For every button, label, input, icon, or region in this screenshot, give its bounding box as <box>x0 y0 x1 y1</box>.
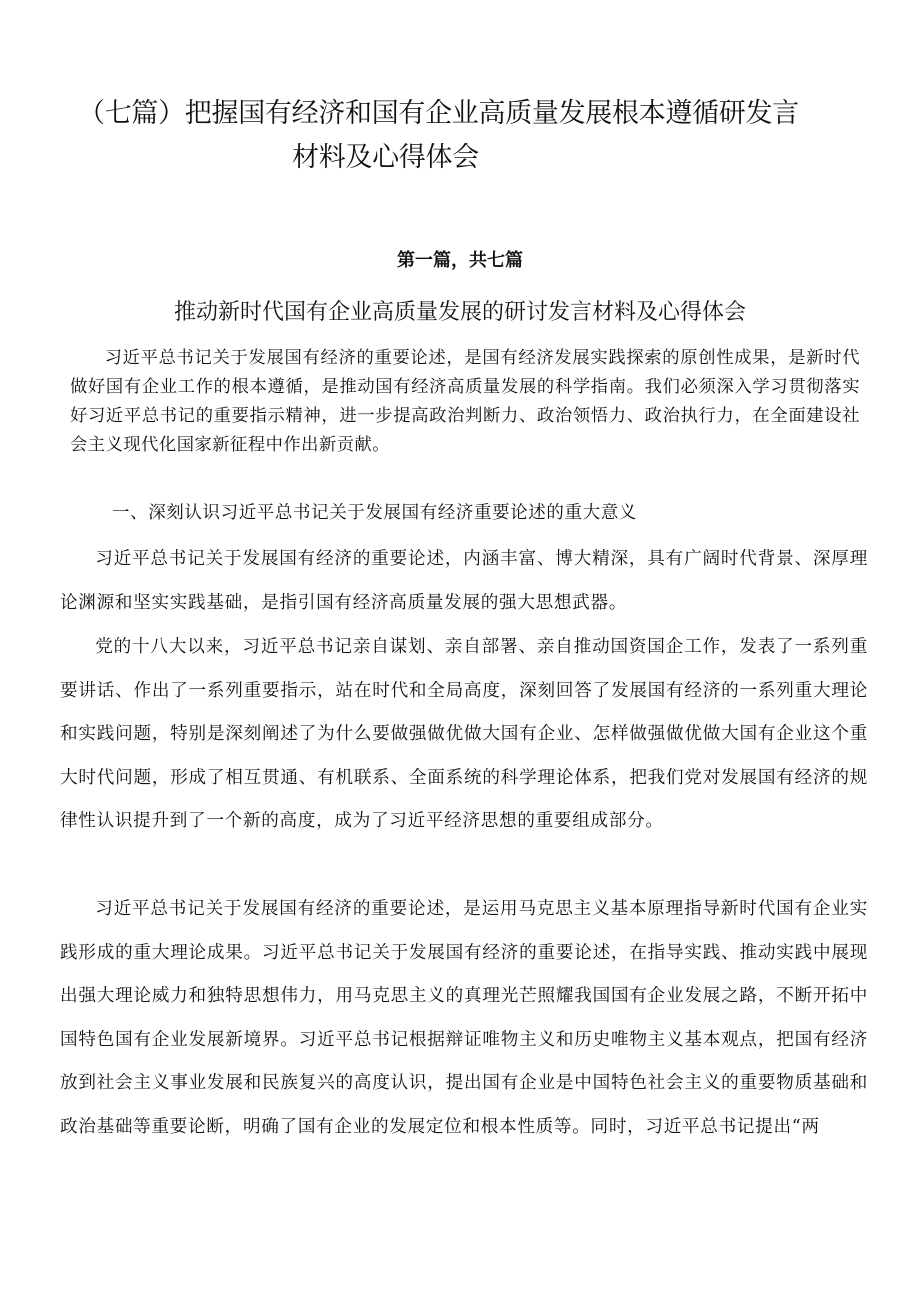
document-title <box>60 92 880 180</box>
body-paragraph-1: 习近平总书记关于发展国有经济的重要论述，内涵丰富、博大精深，具有广阔时代背景、深厚理论渊源和坚实实践基础，是指引国有经济高质量发展的强大思想武器。 <box>60 549 868 613</box>
section-title: 推动新时代国有企业高质量发展的研讨发言材料及心得体会 <box>173 300 746 325</box>
intro-paragraph: 习近平总书记关于发展国有经济的重要论述，是国有经济发展实践探索的原创性成果，是新时代做好国有企业工作的根本遵循，是推动国有经济高质量发展的科学指南。我们必须深入学习贯彻落实好习近平总书记的重要指示精神，进一步提高政治判断力、政治领悟力、政治执行力，在全面建设社会主义现代化国家新征程中作出新贡献。 <box>70 348 860 455</box>
body-paragraph-2: 党的十八大以来，习近平总书记亲自谋划、亲自部署、亲自推动国资国企工作，发表了一系列重要讲话、作出了一系列重要指示，站在时代和全局高度，深刻回答了发展国有经济的一系列重大理论和实践问题，特别是深刻阐述了为什么要做强做优做大国有企业、怎样做强做优做大国有企业这个重大时代问题，形成了相互贯通、有机联系、全面系统的科学理论体系，把我们党对发展国有经济的规律性认识提升到了一个新的高度，成为了习近平经济思想的重要组成部分。 <box>60 637 868 831</box>
document-title-line-2: 材料及心得体会 <box>292 142 479 173</box>
document-title-line-1: （七篇）把握国有经济和国有企业高质量发展根本遵循研发言 <box>78 98 799 129</box>
body-paragraph-3: 习近平总书记关于发展国有经济的重要论述，是运用马克思主义基本原理指导新时代国有企业实践形成的重大理论成果。习近平总书记关于发展国有经济的重要论述，在指导实践、推动实践中展现出强大理论威力和独特思想伟力，用马克思主义的真理光芒照耀我国国有企业发展之路，不断开拓中国特色国有企业发展新境界。习近平总书记根据辩证唯物主义和历史唯物主义基本观点，把国有经济放到社会主义事业发展和民族复兴的高度认识，提出国有企业是中国特色社会主义的重要物质基础和政治基础等重要论断，明确了国有企业的发展定位和根本性质等。同时，习近平总书记提出“两 <box>60 899 868 1137</box>
section-heading-1: 一、深刻认识习近平总书记关于发展国有经济重要论述的重大意义 <box>112 503 637 523</box>
part-label: 第一篇，共七篇 <box>397 250 523 271</box>
